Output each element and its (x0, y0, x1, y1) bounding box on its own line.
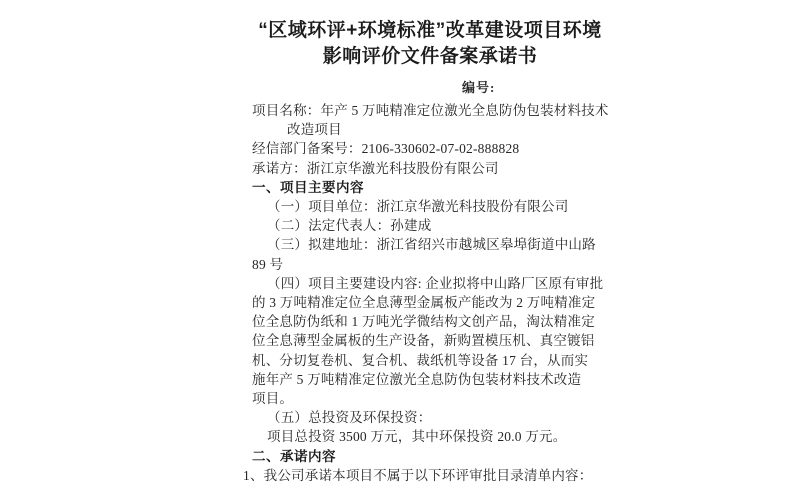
document-line: （四）项目主要建设内容: 企业拟将中山路厂区原有审批 (267, 275, 604, 291)
document-body (243, 101, 616, 485)
document-line: 机、分切复卷机、复合机、裁纸机等设备 17 台，从而实 (252, 352, 589, 368)
document-line: 经信部门备案号：2106-330602-07-02-888828 (252, 141, 520, 157)
document-line: 项目名称：年产 5 万吨精准定位激光全息防伪包装材料技术 (252, 103, 609, 118)
document-line: （二）法定代表人：孙建成 (267, 218, 432, 234)
document-line: （三）拟建地址：浙江省绍兴市越城区皋埠街道中山路 (267, 237, 596, 253)
serial-number-label: 编号: (462, 80, 496, 95)
document-line: 的 3 万吨精准定位全息薄型金属板产能改为 2 万吨精准定 (252, 295, 596, 311)
document-line: 二、承诺内容 (252, 448, 336, 464)
document-title-line2: 影响评价文件备案承诺书 (322, 46, 538, 67)
document-line: 位全息防伪纸和 1 万吨光学微结构文创产品，淘汰精准定 (252, 314, 595, 330)
document-title-line1: “区域环评+环境标准”改革建设项目环境 (258, 20, 602, 41)
document-line: 施年产 5 万吨精准定位激光全息防伪包装材料技术改造 (252, 371, 582, 387)
document-line: 承诺方：浙江京华激光科技股份有限公司 (252, 160, 499, 176)
document-line: 89 号 (252, 256, 284, 272)
document-line: 项目总投资 3500 万元，其中环保投资 20.0 万元。 (267, 429, 567, 445)
document-line: 一、项目主要内容 (252, 179, 364, 195)
document-line: （五）总投资及环保投资： (267, 410, 432, 426)
document-line: 位全息薄型金属板的生产设备，新购置模压机、真空镀铝 (252, 333, 595, 349)
document-line: 改造项目 (287, 122, 342, 138)
document-title (210, 18, 650, 70)
document-line: 1、我公司承诺本项目不属于以下环评审批目录清单内容： (243, 467, 593, 483)
document-line: 项目。 (252, 391, 294, 407)
document-line: （一）项目单位：浙江京华激光科技股份有限公司 (267, 199, 569, 215)
